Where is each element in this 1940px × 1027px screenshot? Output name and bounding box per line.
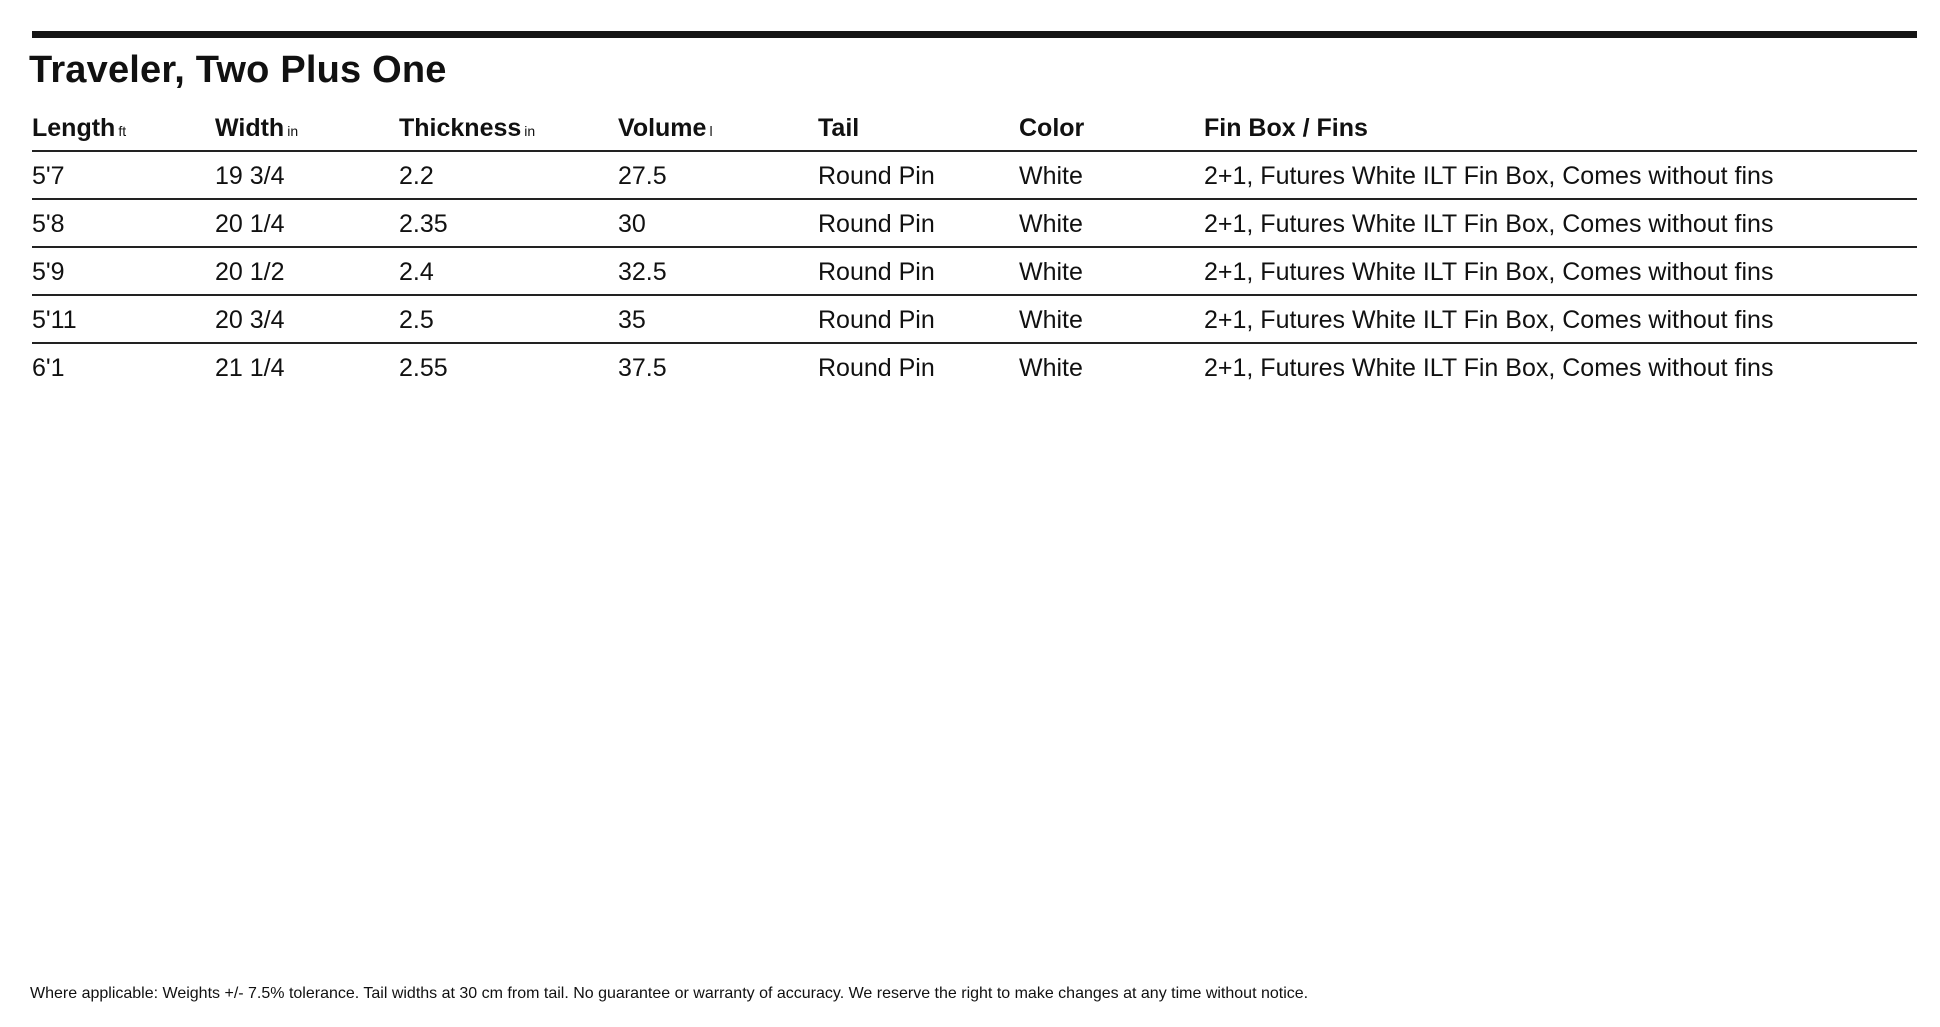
table-row — [32, 248, 1917, 296]
cell-volume: 30 — [618, 210, 646, 238]
cell-color: White — [1019, 258, 1083, 286]
cell-tail: Round Pin — [818, 210, 935, 238]
cell-color: White — [1019, 210, 1083, 238]
cell-thickness: 2.2 — [399, 162, 434, 190]
cell-volume: 37.5 — [618, 354, 667, 382]
table-body — [32, 152, 1917, 392]
cell-tail: Round Pin — [818, 162, 935, 190]
footnote: Where applicable: Weights +/- 7.5% tolerance. Tail widths at 30 cm from tail. No guarantee or warranty of accuracy. We reserve the right to make changes at any time without notice. — [30, 985, 1309, 1002]
cell-tail: Round Pin — [818, 354, 935, 382]
page-title: Traveler, Two Plus One — [29, 49, 447, 91]
column-header-label: Volume — [618, 114, 707, 142]
cell-width: 20 1/4 — [215, 210, 285, 238]
column-header-volume — [618, 104, 713, 155]
cell-color: White — [1019, 354, 1083, 382]
top-rule — [32, 31, 1917, 38]
column-header-width — [215, 104, 298, 155]
cell-thickness: 2.35 — [399, 210, 448, 238]
column-header-tail — [818, 104, 859, 152]
table-header-row — [32, 104, 1917, 152]
column-header-label: Color — [1019, 114, 1085, 142]
column-header-unit: in — [287, 123, 299, 139]
table-row — [32, 200, 1917, 248]
cell-tail: Round Pin — [818, 258, 935, 286]
column-header-unit: ft — [118, 123, 127, 139]
cell-length: 5'11 — [32, 306, 77, 334]
spec-table — [32, 104, 1917, 392]
cell-width: 19 3/4 — [215, 162, 285, 190]
column-header-label: Length — [32, 114, 116, 142]
column-header-color — [1019, 104, 1084, 152]
column-header-thickness — [399, 104, 535, 155]
column-header-label: Fin Box / Fins — [1204, 114, 1368, 142]
cell-length: 5'7 — [32, 162, 65, 190]
cell-length: 6'1 — [32, 354, 65, 382]
cell-length: 5'9 — [32, 258, 65, 286]
cell-thickness: 2.55 — [399, 354, 448, 382]
cell-fin-box: 2+1, Futures White ILT Fin Box, Comes without fins — [1204, 306, 1774, 334]
table-row — [32, 344, 1917, 392]
cell-color: White — [1019, 306, 1083, 334]
cell-thickness: 2.4 — [399, 258, 434, 286]
table-row — [32, 296, 1917, 344]
cell-color: White — [1019, 162, 1083, 190]
cell-thickness: 2.5 — [399, 306, 434, 334]
column-header-label: Tail — [818, 114, 860, 142]
cell-length: 5'8 — [32, 210, 65, 238]
cell-fin-box: 2+1, Futures White ILT Fin Box, Comes without fins — [1204, 162, 1774, 190]
column-header-label: Thickness — [399, 114, 522, 142]
cell-fin-box: 2+1, Futures White ILT Fin Box, Comes without fins — [1204, 354, 1774, 382]
column-header-unit: l — [709, 123, 713, 139]
cell-fin-box: 2+1, Futures White ILT Fin Box, Comes without fins — [1204, 258, 1774, 286]
column-header-label: Width — [215, 114, 285, 142]
cell-volume: 27.5 — [618, 162, 667, 190]
table-row — [32, 152, 1917, 200]
cell-volume: 35 — [618, 306, 646, 334]
cell-width: 20 3/4 — [215, 306, 285, 334]
cell-tail: Round Pin — [818, 306, 935, 334]
cell-fin-box: 2+1, Futures White ILT Fin Box, Comes without fins — [1204, 210, 1774, 238]
column-header-unit: in — [524, 123, 536, 139]
cell-width: 21 1/4 — [215, 354, 285, 382]
cell-width: 20 1/2 — [215, 258, 285, 286]
column-header-length — [32, 104, 126, 155]
column-header-fin-box — [1204, 104, 1368, 152]
cell-volume: 32.5 — [618, 258, 667, 286]
